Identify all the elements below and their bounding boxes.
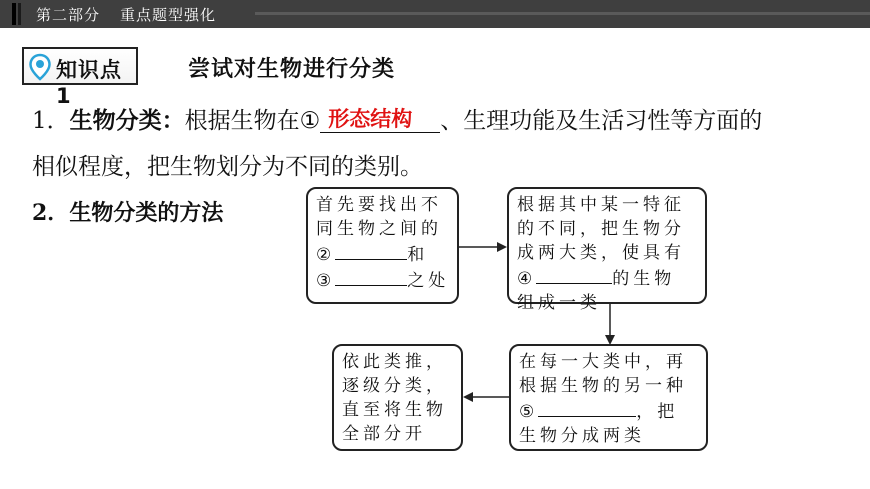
flow-box-1-line-1: 首先要找出不 <box>316 195 442 215</box>
item1-number: 1． <box>32 108 70 134</box>
flow-box-3-line-4: 生物分成两类 <box>519 426 645 446</box>
header-accent <box>12 3 16 25</box>
header-divider <box>255 12 870 15</box>
blank-3 <box>335 267 407 286</box>
flow-box-1-and: 和 <box>407 245 429 265</box>
item2-term: 生物分类的方法 <box>69 201 224 226</box>
location-pin-icon <box>28 53 52 81</box>
flow-box-3-after-blank: ，把 <box>636 402 679 422</box>
flow-box-3-line-3 <box>519 398 698 424</box>
flow-box-2-line-2: 的不同，把生物分 <box>517 219 685 239</box>
blank-marker-5: ⑤ <box>519 402 539 422</box>
flow-box-2-line-1: 根据其中某一特征 <box>517 195 685 215</box>
knowledge-point-label: 知识点1 <box>56 58 122 108</box>
module-label: 重点题型强化 <box>120 6 217 24</box>
flow-box-3 <box>509 344 708 451</box>
flow-box-2-line-4 <box>517 265 697 291</box>
item1-line1 <box>32 102 762 135</box>
header-accent-2 <box>18 3 21 25</box>
knowledge-point-tag <box>22 47 138 108</box>
flow-box-2 <box>507 187 707 313</box>
blank-underline <box>320 132 440 133</box>
blank-marker-2: ② <box>316 245 336 265</box>
flow-box-1-line-2: 同生物之间的 <box>316 219 442 239</box>
item1-term: 生物分类： <box>69 108 185 134</box>
section-label: 第二部分 <box>36 6 101 24</box>
flow-box-3-line-2: 根据生物的另一种 <box>519 376 687 396</box>
item1-text-before: 根据生物在① <box>184 108 321 134</box>
answer-text-1: 形态结构 <box>328 107 413 131</box>
item2-heading <box>32 196 223 227</box>
flow-box-1-end: 之处 <box>407 271 450 291</box>
blank-5 <box>538 398 636 417</box>
item1-line2: 相似程度，把生物划分为不同的类别。 <box>32 154 423 180</box>
knowledge-title: 尝试对生物进行分类 <box>188 57 396 82</box>
arrow-right-icon <box>459 240 509 254</box>
flow-box-4-line-2: 逐级分类， <box>342 376 447 396</box>
header-bar <box>0 0 870 28</box>
flow-box-2-line-5: 组成一类 <box>517 293 601 313</box>
item1-text-after: 、生理功能及生活习性等方面的 <box>440 108 763 134</box>
flow-box-1-line-4 <box>316 267 449 293</box>
flow-box-4 <box>332 344 463 451</box>
flow-box-4-line-1: 依此类推， <box>342 352 447 372</box>
flow-box-3-line-1: 在每一大类中，再 <box>519 352 687 372</box>
item2-number: 2． <box>32 200 70 226</box>
answer-blank-1 <box>320 107 440 135</box>
flow-box-4-line-3: 直至将生物 <box>342 400 447 420</box>
flow-box-1 <box>306 187 459 304</box>
blank-marker-4: ④ <box>517 269 537 289</box>
blank-2 <box>335 241 407 260</box>
flow-box-2-after-blank: 的生物 <box>612 269 676 289</box>
arrow-down-icon <box>603 304 617 346</box>
flow-box-4-line-4: 全部分开 <box>342 424 426 444</box>
arrow-left-icon <box>463 390 511 404</box>
blank-4 <box>536 265 612 284</box>
flow-box-1-line-3 <box>316 241 449 267</box>
flow-box-2-line-3: 成两大类，使具有 <box>517 243 685 263</box>
blank-marker-3: ③ <box>316 271 336 291</box>
